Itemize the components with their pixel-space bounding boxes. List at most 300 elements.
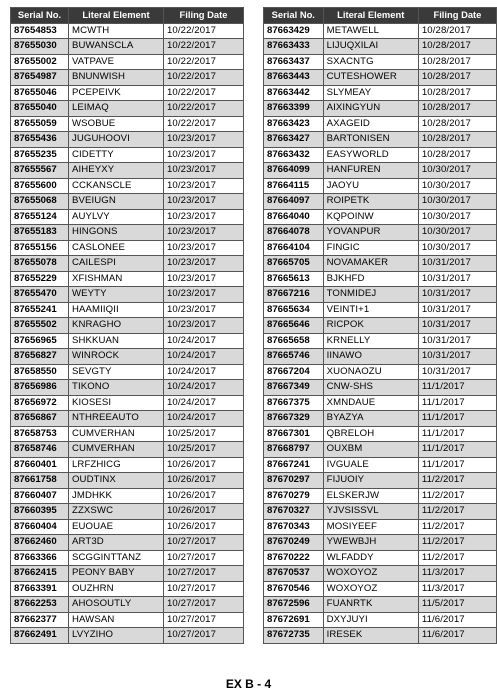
serial-cell: 87655068 xyxy=(11,194,69,210)
serial-cell: 87656986 xyxy=(11,380,69,396)
literal-element-cell: IRESEK xyxy=(323,628,418,644)
serial-cell: 87656965 xyxy=(11,333,69,349)
filing-date-cell: 10/24/2017 xyxy=(164,349,244,365)
literal-element-cell: BVEIUGN xyxy=(69,194,164,210)
literal-element-cell: AHOSOUTLY xyxy=(69,597,164,613)
filing-date-cell: 10/27/2017 xyxy=(164,550,244,566)
filing-date-cell: 11/2/2017 xyxy=(418,488,496,504)
filing-date-cell: 10/23/2017 xyxy=(164,178,244,194)
serial-cell: 87663429 xyxy=(264,23,324,39)
serial-cell: 87655229 xyxy=(11,271,69,287)
literal-element-cell: FINGIC xyxy=(323,240,418,256)
table-row xyxy=(264,209,497,225)
filing-date-cell: 10/23/2017 xyxy=(164,256,244,272)
table-row xyxy=(11,488,244,504)
literal-element-cell: HAWSAN xyxy=(69,612,164,628)
filing-date-cell: 10/31/2017 xyxy=(418,271,496,287)
filing-date-cell: 10/28/2017 xyxy=(418,54,496,70)
literal-element-cell: QBRELOH xyxy=(323,426,418,442)
filing-date-cell: 11/5/2017 xyxy=(418,597,496,613)
serial-cell: 87663442 xyxy=(264,85,324,101)
literal-element-cell: LVYZIHO xyxy=(69,628,164,644)
table-row xyxy=(264,302,497,318)
filing-date-cell: 10/31/2017 xyxy=(418,318,496,334)
filing-date-cell: 11/1/2017 xyxy=(418,426,496,442)
literal-element-cell: WLFADDY xyxy=(323,550,418,566)
table-row xyxy=(11,333,244,349)
table-row xyxy=(11,132,244,148)
filing-date-cell: 10/31/2017 xyxy=(418,302,496,318)
literal-element-cell: XFISHMAN xyxy=(69,271,164,287)
literal-element-cell: HANFUREN xyxy=(323,163,418,179)
table-row xyxy=(264,287,497,303)
filing-date-cell: 11/3/2017 xyxy=(418,566,496,582)
serial-cell: 87655156 xyxy=(11,240,69,256)
table-row xyxy=(264,612,497,628)
literal-header: Literal Element xyxy=(69,8,164,24)
serial-cell: 87655059 xyxy=(11,116,69,132)
filing-date-cell: 11/1/2017 xyxy=(418,395,496,411)
filing-date-cell: 10/24/2017 xyxy=(164,380,244,396)
filing-date-cell: 10/28/2017 xyxy=(418,116,496,132)
literal-element-cell: DXYJUYI xyxy=(323,612,418,628)
literal-element-cell: HAAMIIQII xyxy=(69,302,164,318)
literal-element-cell: CUTESHOWER xyxy=(323,70,418,86)
literal-element-cell: KQPOINW xyxy=(323,209,418,225)
table-row xyxy=(264,85,497,101)
table-row xyxy=(11,194,244,210)
table-row xyxy=(11,318,244,334)
serial-cell: 87664040 xyxy=(264,209,324,225)
serial-cell: 87670327 xyxy=(264,504,324,520)
filing-date-cell: 10/24/2017 xyxy=(164,411,244,427)
filing-date-cell: 11/6/2017 xyxy=(418,628,496,644)
literal-element-cell: ART3D xyxy=(69,535,164,551)
exhibit-label: EX B - 4 xyxy=(225,677,272,691)
serial-cell: 87667375 xyxy=(264,395,324,411)
table-row xyxy=(264,488,497,504)
literal-element-cell: TIKONO xyxy=(69,380,164,396)
literal-element-cell: ELSKERJW xyxy=(323,488,418,504)
serial-cell: 87668797 xyxy=(264,442,324,458)
literal-element-cell: OUXBM xyxy=(323,442,418,458)
literal-element-cell: SXACNTG xyxy=(323,54,418,70)
filing-date-cell: 11/1/2017 xyxy=(418,380,496,396)
filing-date-cell: 10/23/2017 xyxy=(164,132,244,148)
filing-date-cell: 11/1/2017 xyxy=(418,442,496,458)
table-row xyxy=(11,287,244,303)
table-row xyxy=(11,225,244,241)
filing-date-cell: 11/2/2017 xyxy=(418,550,496,566)
serial-cell: 87662415 xyxy=(11,566,69,582)
table-row xyxy=(11,240,244,256)
serial-cell: 87670343 xyxy=(264,519,324,535)
filing-date-cell: 10/30/2017 xyxy=(418,178,496,194)
filing-date-cell: 11/2/2017 xyxy=(418,504,496,520)
literal-element-cell: IVGUALE xyxy=(323,457,418,473)
serial-cell: 87665746 xyxy=(264,349,324,365)
serial-cell: 87658550 xyxy=(11,364,69,380)
filing-date-cell: 10/22/2017 xyxy=(164,101,244,117)
filing-date-cell: 10/31/2017 xyxy=(418,287,496,303)
table-row xyxy=(264,163,497,179)
serial-cell: 87672735 xyxy=(264,628,324,644)
table-row xyxy=(11,535,244,551)
serial-cell: 87655235 xyxy=(11,147,69,163)
filing-date-cell: 10/31/2017 xyxy=(418,349,496,365)
date-header: Filing Date xyxy=(164,8,244,24)
serial-cell: 87667349 xyxy=(264,380,324,396)
table-row xyxy=(264,333,497,349)
table-row xyxy=(264,504,497,520)
serial-cell: 87672596 xyxy=(264,597,324,613)
literal-element-cell: FUANRTK xyxy=(323,597,418,613)
literal-element-cell: AIXINGYUN xyxy=(323,101,418,117)
table-row xyxy=(264,256,497,272)
literal-element-cell: KIOSESI xyxy=(69,395,164,411)
literal-element-cell: LRFZHICG xyxy=(69,457,164,473)
table-row xyxy=(264,132,497,148)
serial-cell: 87663432 xyxy=(264,147,324,163)
table-row xyxy=(264,426,497,442)
serial-cell: 87664104 xyxy=(264,240,324,256)
serial-cell: 87664097 xyxy=(264,194,324,210)
literal-element-cell: PCEPEIVK xyxy=(69,85,164,101)
filing-date-cell: 10/23/2017 xyxy=(164,194,244,210)
table-row xyxy=(11,163,244,179)
serial-cell: 87663433 xyxy=(264,39,324,55)
table-row xyxy=(11,54,244,70)
serial-cell: 87655124 xyxy=(11,209,69,225)
table-row xyxy=(264,395,497,411)
serial-cell: 87662253 xyxy=(11,597,69,613)
filing-date-cell: 10/22/2017 xyxy=(164,116,244,132)
filing-date-cell: 10/22/2017 xyxy=(164,39,244,55)
literal-element-cell: AUYLVY xyxy=(69,209,164,225)
serial-cell: 87670546 xyxy=(264,581,324,597)
literal-element-cell: BARTONISEN xyxy=(323,132,418,148)
filing-date-cell: 11/3/2017 xyxy=(418,581,496,597)
literal-element-cell: YWEWBJH xyxy=(323,535,418,551)
filing-date-cell: 10/27/2017 xyxy=(164,628,244,644)
table-row xyxy=(264,411,497,427)
filing-date-cell: 10/24/2017 xyxy=(164,364,244,380)
serial-cell: 87661758 xyxy=(11,473,69,489)
table-row xyxy=(264,39,497,55)
filing-date-cell: 10/28/2017 xyxy=(418,101,496,117)
serial-header: Serial No. xyxy=(264,8,324,24)
filing-date-cell: 10/23/2017 xyxy=(164,287,244,303)
table-row xyxy=(11,426,244,442)
filing-date-cell: 10/24/2017 xyxy=(164,333,244,349)
serial-cell: 87662377 xyxy=(11,612,69,628)
filing-date-cell: 10/31/2017 xyxy=(418,256,496,272)
literal-element-cell: WEYTY xyxy=(69,287,164,303)
serial-cell: 87656827 xyxy=(11,349,69,365)
filing-date-cell: 10/23/2017 xyxy=(164,163,244,179)
filing-date-cell: 10/30/2017 xyxy=(418,194,496,210)
table-row xyxy=(11,23,244,39)
literal-element-cell: WINROCK xyxy=(69,349,164,365)
table-row xyxy=(264,116,497,132)
serial-cell: 87667216 xyxy=(264,287,324,303)
literal-element-cell: CUMVERHAN xyxy=(69,442,164,458)
serial-cell: 87655436 xyxy=(11,132,69,148)
literal-element-cell: AXAGEID xyxy=(323,116,418,132)
serial-cell: 87670249 xyxy=(264,535,324,551)
filing-date-cell: 10/26/2017 xyxy=(164,519,244,535)
literal-element-cell: VEINTI+1 xyxy=(323,302,418,318)
serial-cell: 87663427 xyxy=(264,132,324,148)
serial-cell: 87667241 xyxy=(264,457,324,473)
serial-cell: 87655046 xyxy=(11,85,69,101)
table-row xyxy=(11,612,244,628)
literal-element-cell: YOVANPUR xyxy=(323,225,418,241)
table-row xyxy=(264,457,497,473)
literal-element-cell: MCWTH xyxy=(69,23,164,39)
filing-date-cell: 10/22/2017 xyxy=(164,54,244,70)
table-row xyxy=(264,535,497,551)
serial-cell: 87655502 xyxy=(11,318,69,334)
literal-element-cell: KNRAGHO xyxy=(69,318,164,334)
filing-date-cell: 10/23/2017 xyxy=(164,209,244,225)
table-row xyxy=(264,380,497,396)
literal-element-cell: BUWANSCLA xyxy=(69,39,164,55)
table-row xyxy=(11,628,244,644)
serial-cell: 87656867 xyxy=(11,411,69,427)
table-row xyxy=(264,581,497,597)
table-row xyxy=(264,178,497,194)
filing-date-cell: 10/26/2017 xyxy=(164,473,244,489)
date-header: Filing Date xyxy=(418,8,496,24)
literal-element-cell: OUZHRN xyxy=(69,581,164,597)
serial-cell: 87654987 xyxy=(11,70,69,86)
table-row xyxy=(11,178,244,194)
table-row xyxy=(11,349,244,365)
literal-element-cell: TONMIDEJ xyxy=(323,287,418,303)
table-row xyxy=(264,240,497,256)
filing-date-cell: 11/2/2017 xyxy=(418,519,496,535)
filing-date-cell: 10/27/2017 xyxy=(164,597,244,613)
filing-date-cell: 10/28/2017 xyxy=(418,23,496,39)
filing-date-cell: 10/23/2017 xyxy=(164,147,244,163)
left-register-table xyxy=(10,7,244,644)
literal-element-cell: WOXOYOZ xyxy=(323,581,418,597)
filing-date-cell: 10/23/2017 xyxy=(164,225,244,241)
table-row xyxy=(264,566,497,582)
serial-cell: 87655078 xyxy=(11,256,69,272)
filing-date-cell: 10/23/2017 xyxy=(164,318,244,334)
filing-date-cell: 10/26/2017 xyxy=(164,457,244,473)
serial-cell: 87660395 xyxy=(11,504,69,520)
serial-cell: 87667329 xyxy=(264,411,324,427)
serial-header: Serial No. xyxy=(11,8,69,24)
filing-date-cell: 10/22/2017 xyxy=(164,23,244,39)
table-row xyxy=(264,54,497,70)
literal-element-cell: SEVGTY xyxy=(69,364,164,380)
serial-cell: 87655183 xyxy=(11,225,69,241)
right-register-table xyxy=(263,7,497,644)
serial-cell: 87660407 xyxy=(11,488,69,504)
filing-date-cell: 11/2/2017 xyxy=(418,473,496,489)
filing-date-cell: 10/22/2017 xyxy=(164,85,244,101)
literal-element-cell: EASYWORLD xyxy=(323,147,418,163)
serial-cell: 87665646 xyxy=(264,318,324,334)
serial-cell: 87665658 xyxy=(264,333,324,349)
literal-element-cell: CIDETTY xyxy=(69,147,164,163)
filing-date-cell: 10/28/2017 xyxy=(418,85,496,101)
filing-date-cell: 10/27/2017 xyxy=(164,581,244,597)
literal-element-cell: EUOUAE xyxy=(69,519,164,535)
serial-cell: 87665634 xyxy=(264,302,324,318)
filing-date-cell: 10/25/2017 xyxy=(164,426,244,442)
filing-date-cell: 10/27/2017 xyxy=(164,535,244,551)
table-row xyxy=(11,597,244,613)
filing-date-cell: 10/31/2017 xyxy=(418,333,496,349)
literal-element-cell: VATPAVE xyxy=(69,54,164,70)
table-row xyxy=(11,85,244,101)
table-row xyxy=(264,628,497,644)
literal-element-cell: KRNELLY xyxy=(323,333,418,349)
filing-date-cell: 10/26/2017 xyxy=(164,504,244,520)
literal-element-cell: METAWELL xyxy=(323,23,418,39)
serial-cell: 87663443 xyxy=(264,70,324,86)
table-row xyxy=(11,364,244,380)
table-row xyxy=(264,597,497,613)
filing-date-cell: 11/1/2017 xyxy=(418,411,496,427)
literal-element-cell: ROIPETK xyxy=(323,194,418,210)
serial-cell: 87663399 xyxy=(264,101,324,117)
serial-cell: 87655030 xyxy=(11,39,69,55)
literal-element-cell: CNW-SHS xyxy=(323,380,418,396)
filing-date-cell: 10/30/2017 xyxy=(418,209,496,225)
literal-element-cell: WOXOYOZ xyxy=(323,566,418,582)
table-row xyxy=(11,101,244,117)
literal-element-cell: NTHREEAUTO xyxy=(69,411,164,427)
table-row xyxy=(11,209,244,225)
table-row xyxy=(11,147,244,163)
table-row xyxy=(264,364,497,380)
literal-element-cell: CCKANSCLE xyxy=(69,178,164,194)
serial-cell: 87664099 xyxy=(264,163,324,179)
table-row xyxy=(11,457,244,473)
literal-element-cell: CASLONEE xyxy=(69,240,164,256)
serial-cell: 87654853 xyxy=(11,23,69,39)
serial-cell: 87670297 xyxy=(264,473,324,489)
literal-element-cell: SCGGINTTANZ xyxy=(69,550,164,566)
literal-element-cell: JUGUHOOVI xyxy=(69,132,164,148)
literal-element-cell: CUMVERHAN xyxy=(69,426,164,442)
literal-element-cell: IINAWO xyxy=(323,349,418,365)
literal-element-cell: JAOYU xyxy=(323,178,418,194)
literal-element-cell: FIJUOIY xyxy=(323,473,418,489)
serial-cell: 87664078 xyxy=(264,225,324,241)
table-row xyxy=(264,442,497,458)
serial-cell: 87655002 xyxy=(11,54,69,70)
filing-date-cell: 10/28/2017 xyxy=(418,70,496,86)
filing-date-cell: 10/23/2017 xyxy=(164,271,244,287)
header-row xyxy=(11,8,244,24)
table-row xyxy=(11,442,244,458)
table-row xyxy=(11,70,244,86)
serial-cell: 87656972 xyxy=(11,395,69,411)
filing-date-cell: 10/26/2017 xyxy=(164,488,244,504)
literal-element-cell: HINGONS xyxy=(69,225,164,241)
filing-date-cell: 10/28/2017 xyxy=(418,147,496,163)
table-row xyxy=(264,194,497,210)
header-row xyxy=(264,8,497,24)
table-row xyxy=(11,39,244,55)
filing-date-cell: 10/24/2017 xyxy=(164,395,244,411)
literal-element-cell: OUDTINX xyxy=(69,473,164,489)
literal-element-cell: BYAZYA xyxy=(323,411,418,427)
table-row xyxy=(264,550,497,566)
serial-cell: 87663423 xyxy=(264,116,324,132)
table-row xyxy=(264,318,497,334)
serial-cell: 87655600 xyxy=(11,178,69,194)
serial-cell: 87670279 xyxy=(264,488,324,504)
serial-cell: 87667204 xyxy=(264,364,324,380)
table-row xyxy=(11,566,244,582)
serial-cell: 87662491 xyxy=(11,628,69,644)
serial-cell: 87660404 xyxy=(11,519,69,535)
literal-element-cell: YJVSISSVL xyxy=(323,504,418,520)
table-row xyxy=(11,271,244,287)
table-row xyxy=(11,550,244,566)
filing-date-cell: 10/27/2017 xyxy=(164,566,244,582)
literal-element-cell: NOVAMAKER xyxy=(323,256,418,272)
filing-date-cell: 10/28/2017 xyxy=(418,39,496,55)
table-row xyxy=(11,380,244,396)
filing-date-cell: 11/6/2017 xyxy=(418,612,496,628)
filing-date-cell: 10/30/2017 xyxy=(418,163,496,179)
literal-header: Literal Element xyxy=(323,8,418,24)
literal-element-cell: LIJUQXILAI xyxy=(323,39,418,55)
literal-element-cell: ZZXSWC xyxy=(69,504,164,520)
filing-date-cell: 10/25/2017 xyxy=(164,442,244,458)
serial-cell: 87658746 xyxy=(11,442,69,458)
serial-cell: 87670222 xyxy=(264,550,324,566)
table-row xyxy=(264,349,497,365)
literal-element-cell: RICPOK xyxy=(323,318,418,334)
table-row xyxy=(264,473,497,489)
table-row xyxy=(264,147,497,163)
table-row xyxy=(11,411,244,427)
serial-cell: 87663437 xyxy=(264,54,324,70)
filing-date-cell: 10/31/2017 xyxy=(418,364,496,380)
table-row xyxy=(11,116,244,132)
table-row xyxy=(264,23,497,39)
filing-date-cell: 10/28/2017 xyxy=(418,132,496,148)
literal-element-cell: PEONY BABY xyxy=(69,566,164,582)
literal-element-cell: SLYMEAY xyxy=(323,85,418,101)
serial-cell: 87662460 xyxy=(11,535,69,551)
table-row xyxy=(11,519,244,535)
table-row xyxy=(264,101,497,117)
literal-element-cell: JMDHKK xyxy=(69,488,164,504)
serial-cell: 87655040 xyxy=(11,101,69,117)
filing-date-cell: 10/30/2017 xyxy=(418,240,496,256)
serial-cell: 87672691 xyxy=(264,612,324,628)
serial-cell: 87664115 xyxy=(264,178,324,194)
serial-cell: 87665613 xyxy=(264,271,324,287)
serial-cell: 87660401 xyxy=(11,457,69,473)
literal-element-cell: CAILESPI xyxy=(69,256,164,272)
filing-date-cell: 10/22/2017 xyxy=(164,70,244,86)
filing-date-cell: 11/1/2017 xyxy=(418,457,496,473)
table-row xyxy=(264,519,497,535)
filing-date-cell: 10/30/2017 xyxy=(418,225,496,241)
